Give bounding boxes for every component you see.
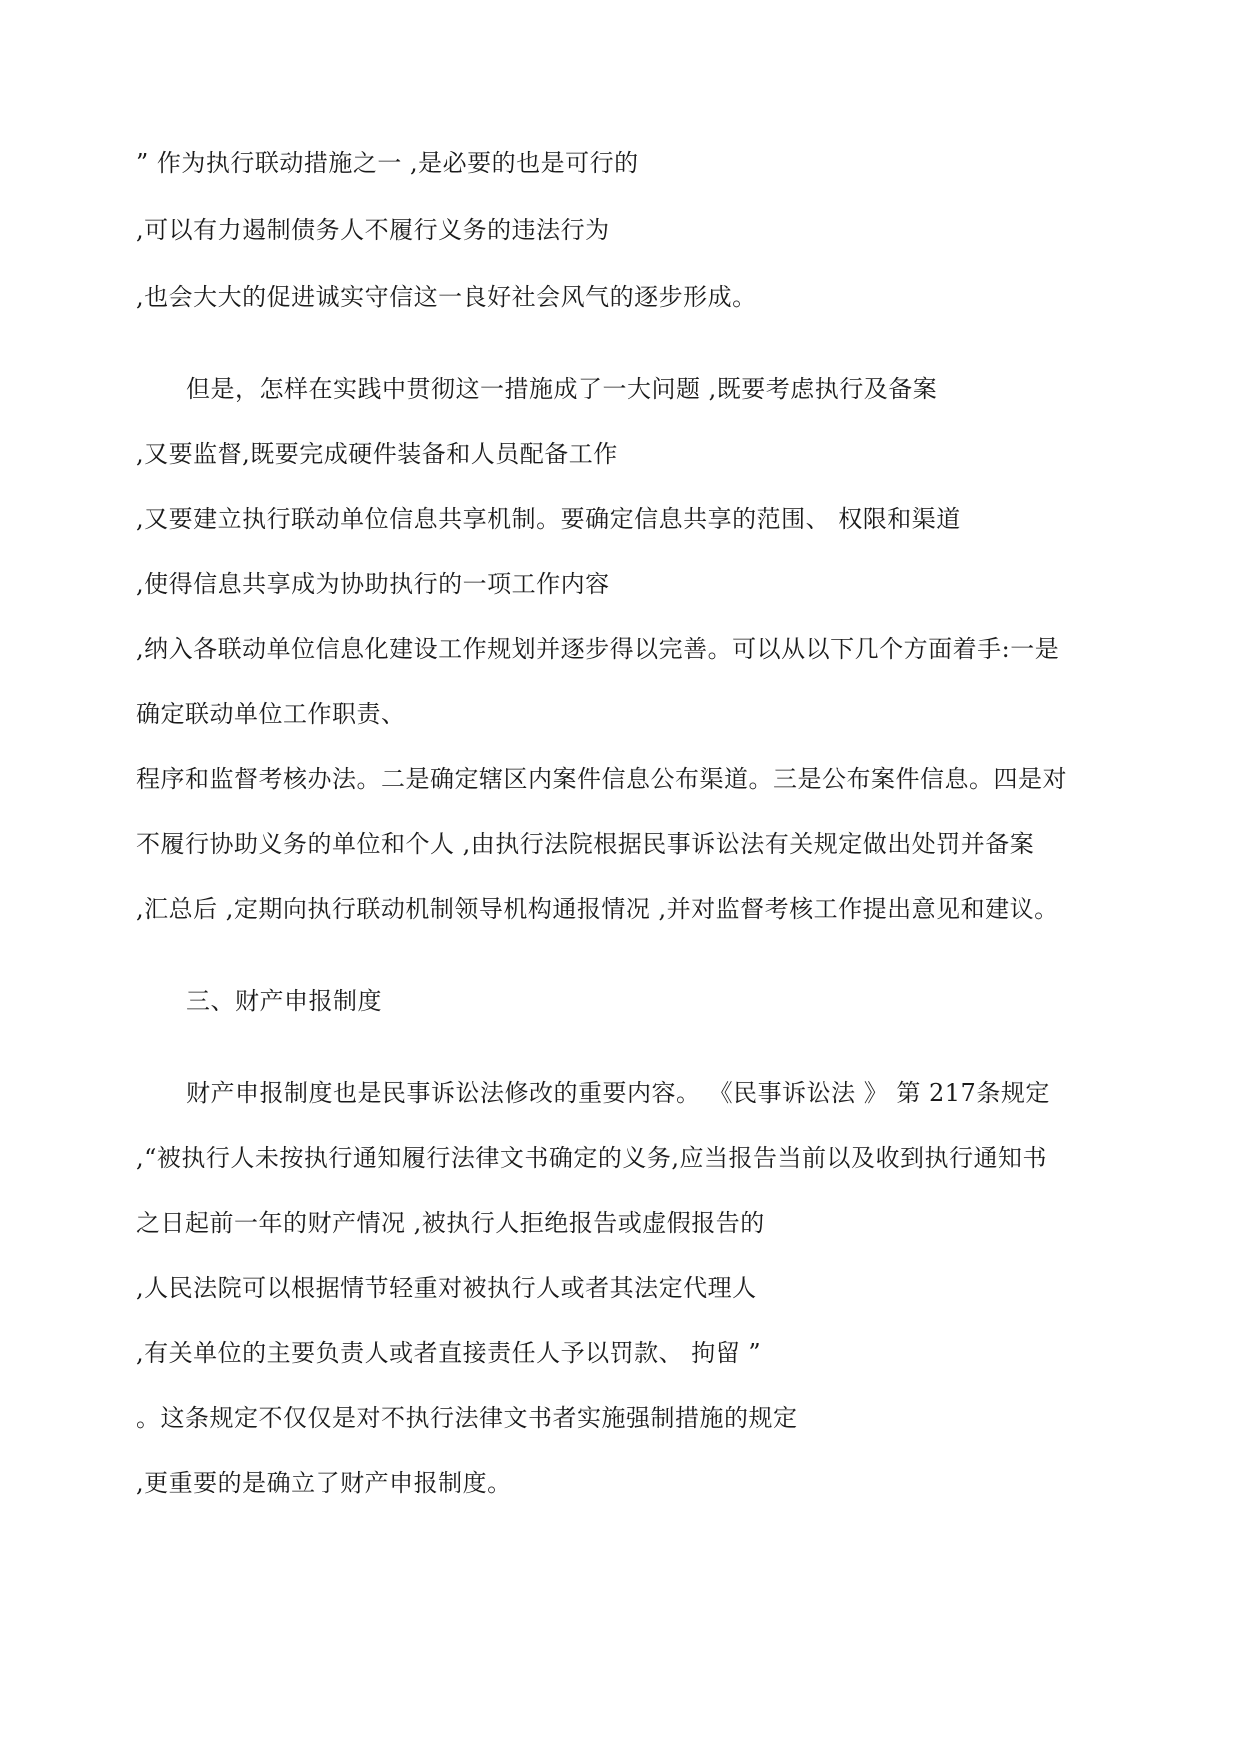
text-line: 之日起前一年的财产情况 ,被执行人拒绝报告或虚假报告的 bbox=[136, 1209, 765, 1237]
text-line: ,也会大大的促进诚实守信这一良好社会风气的逐步形成。 bbox=[136, 283, 757, 311]
text-line: ,纳入各联动单位信息化建设工作规划并逐步得以完善。可以从以下几个方面着手:一是 bbox=[136, 635, 1060, 663]
text-line: 程序和监督考核办法。二是确定辖区内案件信息公布渠道。三是公布案件信息。四是对 bbox=[136, 765, 1067, 793]
text-line: ,汇总后 ,定期向执行联动机制领导机构通报情况 ,并对监督考核工作提出意见和建议。 bbox=[136, 895, 1059, 923]
text-line: ,“被执行人未按执行通知履行法律文书确定的义务,应当报告当前以及收到执行通知书 bbox=[136, 1144, 1048, 1172]
paragraph-start-line: 财产申报制度也是民事诉讼法修改的重要内容。 《民事诉讼法 》 第 217条规定 bbox=[186, 1079, 1050, 1107]
text-line: ,使得信息共享成为协助执行的一项工作内容 bbox=[136, 570, 610, 598]
text-line: 确定联动单位工作职责、 bbox=[136, 700, 406, 728]
text-line: ,人民法院可以根据情节轻重对被执行人或者其法定代理人 bbox=[136, 1274, 757, 1302]
text-line: ,更重要的是确立了财产申报制度。 bbox=[136, 1469, 512, 1497]
text-line: ,可以有力遏制债务人不履行义务的违法行为 bbox=[136, 216, 610, 244]
text-line: 不履行协助义务的单位和个人 ,由执行法院根据民事诉讼法有关规定做出处罚并备案 bbox=[136, 830, 1035, 858]
text-line: 。这条规定不仅仅是对不执行法律文书者实施强制措施的规定 bbox=[136, 1404, 798, 1432]
text-line: ” 作为执行联动措施之一 ,是必要的也是可行的 bbox=[136, 149, 639, 177]
text-line: ,有关单位的主要负责人或者直接责任人予以罚款、 拘留 ” bbox=[136, 1339, 762, 1367]
section-heading: 三、财产申报制度 bbox=[186, 987, 382, 1015]
paragraph-start-line: 但是，怎样在实践中贯彻这一措施成了一大问题 ,既要考虑执行及备案 bbox=[186, 375, 938, 403]
text-line: ,又要监督,既要完成硬件装备和人员配备工作 bbox=[136, 440, 618, 468]
text-line: ,又要建立执行联动单位信息共享机制。要确定信息共享的范围、 权限和渠道 bbox=[136, 505, 961, 533]
